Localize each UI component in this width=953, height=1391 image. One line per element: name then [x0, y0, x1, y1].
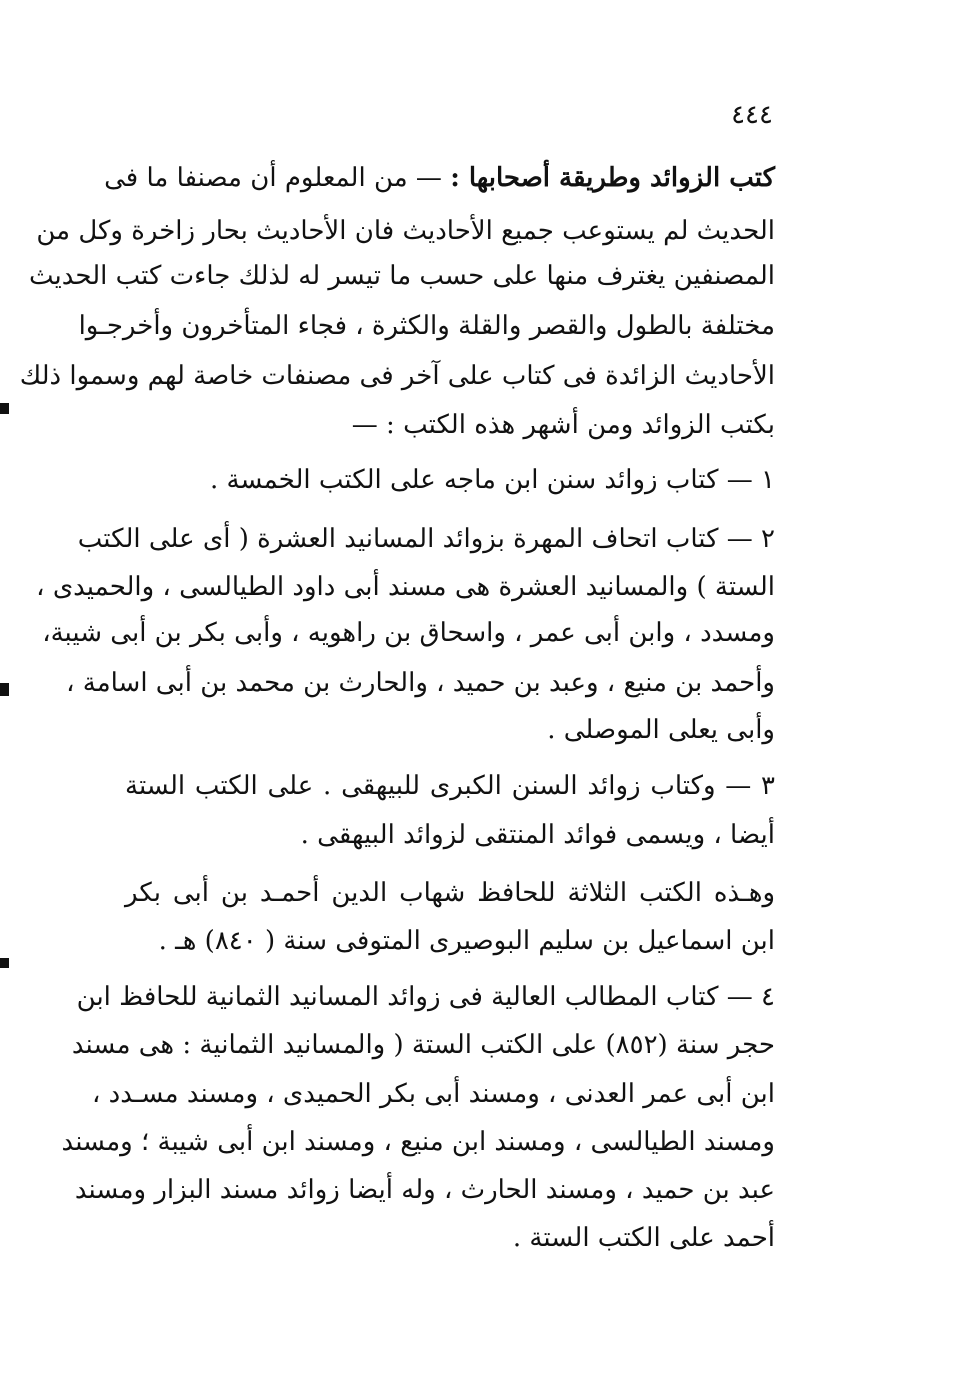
list-item-1: ١ — كتاب زوائد سنن ابن ماجه على الكتب الخمسة .	[209, 465, 775, 495]
text-line: وأحمد بن منيع ، وعبد بن حميد ، والحارث بن محمد بن أبى اسامة ،	[66, 668, 775, 698]
text-line: ومسند الطيالسى ، ومسند ابن منيع ، ومسند ابن أبى شيبة ؛ ومسند	[61, 1127, 775, 1157]
margin-mark	[0, 958, 9, 968]
text-line: الستة ) والمسانيد العشرة هى مسند أبى داود الطيالسى ، والحميدى ،	[36, 572, 775, 602]
text-line: مختلفة بالطول والقصر والقلة والكثرة ، فجاء المتأخرون وأخرجـوا	[78, 311, 775, 341]
text-line: المصنفين يغترف منها على حسب ما تيسر له لذلك جاءت كتب الحديث	[29, 261, 775, 291]
text-line: أحمد على الكتب الستة .	[512, 1223, 775, 1253]
text-line: ابن اسماعيل بن سليم البوصيرى المتوفى سنة ( ٨٤٠) هـ .	[158, 926, 775, 956]
section-heading: كتب الزوائد وطريقة أصحابها :	[450, 163, 775, 193]
text-line: ابن أبى عمر العدنى ، ومسند أبى بكر الحميدى ، ومسند مسـدد ،	[91, 1079, 775, 1109]
page-number: ٤٤٤	[731, 100, 773, 130]
margin-mark	[0, 683, 9, 696]
text-line: حجر سنة (٨٥٢) على الكتب الستة ( والمسانيد الثمانية : هى مسند	[71, 1030, 775, 1060]
text-line: وهـذه الكتب الثلاثة للحافظ شهاب الدين أحمـد بن أبى بكر	[125, 878, 775, 908]
text-line: عبد بن حميد ، ومسند الحارث ، وله أيضا زوائد مسند البزار ومسند	[74, 1175, 775, 1205]
text-run: — من المعلوم أن مصنفا ما فى	[104, 163, 442, 193]
list-item-3: ٣ — وكتاب زوائد السنن الكبرى للبيهقى . على الكتب الستة	[125, 771, 775, 801]
body-text	[19, 0, 775, 1391]
text-line: بكتب الزوائد ومن أشهر هذه الكتب : —	[351, 410, 775, 440]
text-line: وأبى يعلى الموصلى .	[547, 715, 775, 745]
list-item-4: ٤ — كتاب المطالب العالية فى زوائد المسانيد الثمانية للحافظ ابن	[76, 982, 775, 1012]
list-item-2: ٢ — كتاب اتحاف المهرة بزوائد المسانيد العشرة ( أى على الكتب	[77, 524, 775, 554]
margin-mark	[0, 403, 9, 414]
text-line: ومسدد ، وابن أبى عمر ، واسحاق بن راهويه ، وأبى بكر بن أبى شيبة،	[42, 618, 775, 648]
text-line	[104, 158, 775, 198]
text-line: الأحاديث الزائدة فى كتاب على آخر فى مصنفات خاصة لهم وسموا ذلك	[19, 361, 775, 391]
text-line: الحديث لم يستوعب جميع الأحاديث فان الأحاديث بحار زاخرة وكل من	[36, 216, 775, 246]
text-line: أيضا ، ويسمى فوائد المنتقى لزوائد البيهقى .	[300, 820, 775, 850]
